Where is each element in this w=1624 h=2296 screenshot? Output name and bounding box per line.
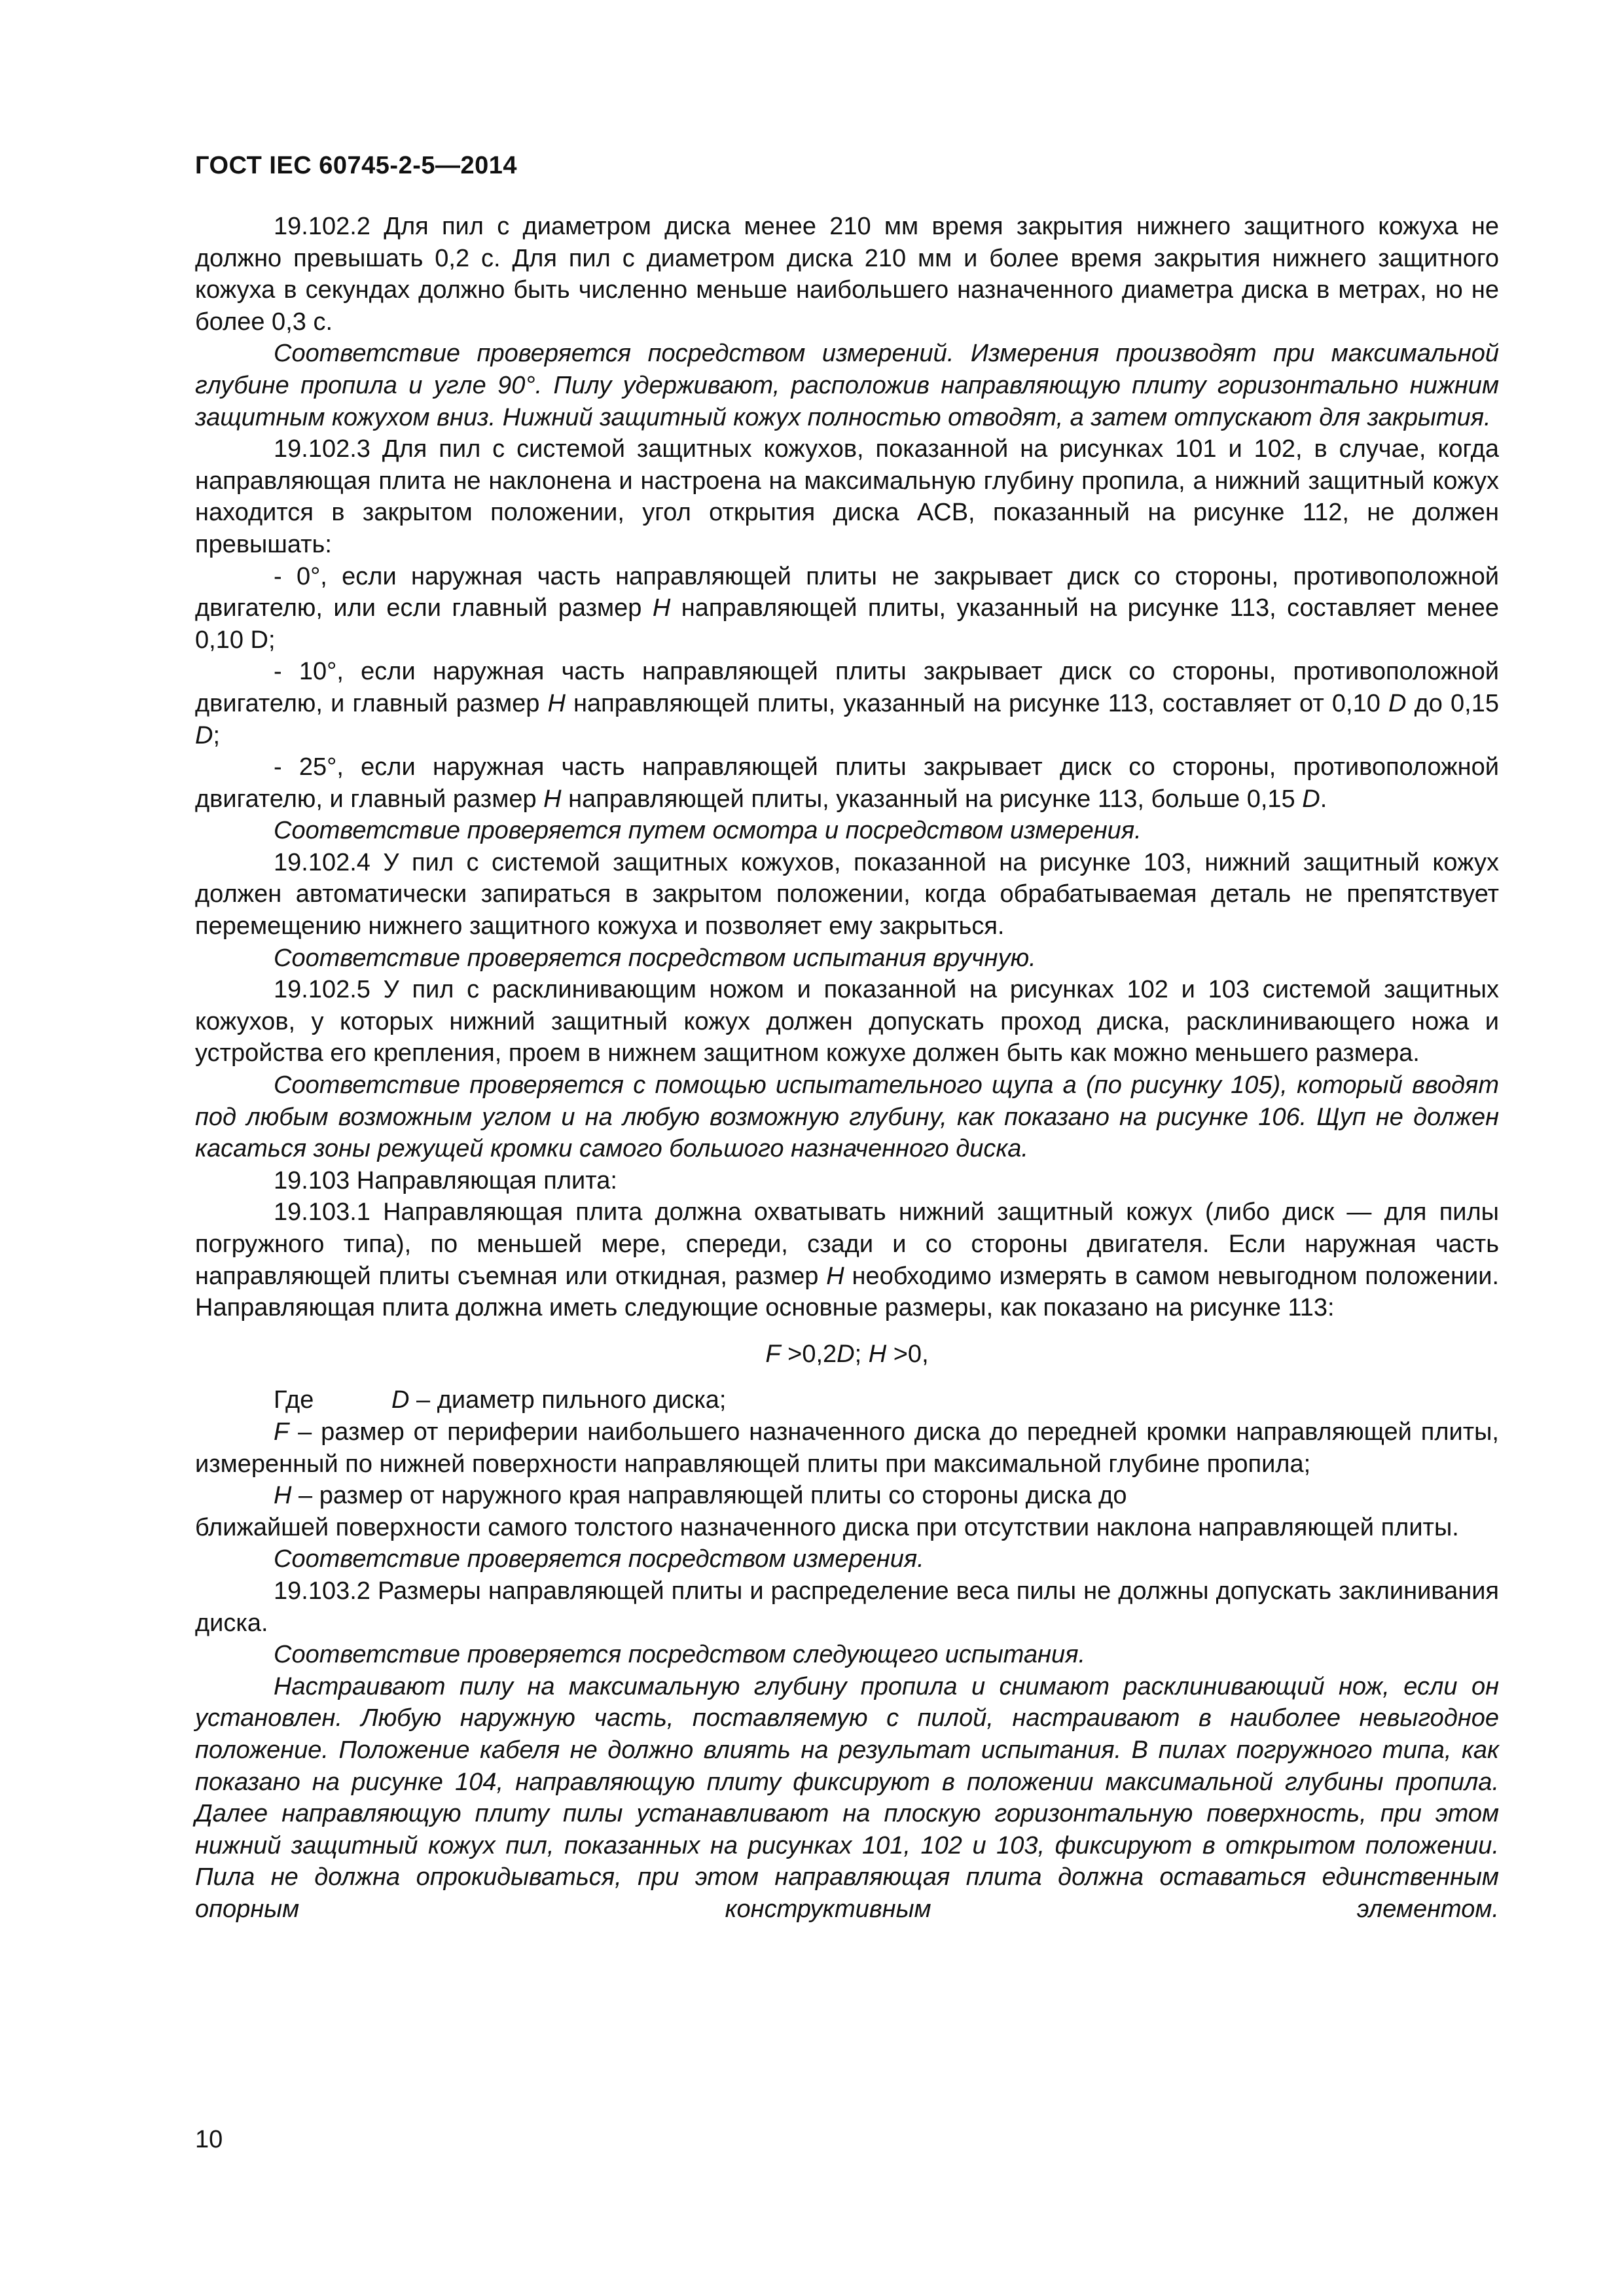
list-item: - 0°, если наружная часть направляющей плиты не закрывает диск со стороны, противоположной двигателю, или если главный размер H направляющей плиты, указанный на рисунке 113, составляет менее 0,10 D; <box>195 562 1499 654</box>
compliance-paragraph: Соответствие проверяется посредством измерения. <box>274 1545 924 1573</box>
list-item: - 10°, если наружная часть направляющей плиты закрывает диск со стороны, противоположной двигателю, и главный размер H направляющей плиты, указанный на рисунке 113, составляет от 0,10 D до 0,15 D; <box>195 658 1499 749</box>
page-number: 10 <box>195 2126 223 2153</box>
definition-f: F – размер от периферии наибольшего назначенного диска до передней кромки направляющей плиты, измеренный по нижней поверхности направляющей плиты при максимальной глубине пропила; <box>195 1418 1499 1478</box>
definition-d: Где D – диаметр пильного диска; <box>274 1386 727 1414</box>
definition-h: H – размер от наружного края направляющей плиты со стороны диска до <box>274 1482 1127 1510</box>
test-procedure-paragraph: Настраивают пилу на максимальную глубину пропила и снимают расклинивающий нож, если он установлен. Любую наружную часть, поставляемую с пилой, настраивают в наиболее невыгодное положение. Положение кабеля не должно влиять на результат испытания. В пилах погружного типа, как показано на рисунке 104, направляющую плиту фиксируют в положении максимальной глубины пропила. Далее направляющую плиту пилы устанавливают на плоскую горизонтальную поверхность, при этом нижний защитный кожух пил, показанных на рисунках 101, 102 и 103, фиксируют в открытом положении. Пила не должна опрокидываться, при этом направляющая плита должна оставаться единственным опорным конструктивным элементом. <box>195 1672 1499 1923</box>
definition-h-continued: ближайшей поверхности самого толстого назначенного диска при отсутствии наклона направляющей плиты. <box>195 1513 1459 1541</box>
paragraph-19-102-2: 19.102.2 Для пил с диаметром диска менее 210 мм время закрытия нижнего защитного кожуха не должно превышать 0,2 с. Для пил с диаметром диска 210 мм и более время закрытия нижнего защитного кожуха в секундах должно быть численно меньше наибольшего назначенного диаметра диска в метрах, но не более 0,3 с. <box>195 213 1499 336</box>
paragraph-19-103-2: 19.103.2 Размеры направляющей плиты и распределение веса пилы не должны допускать заклинивания диска. <box>195 1577 1499 1637</box>
compliance-paragraph: Соответствие проверяется посредством измерений. Измерения производят при максимальной глубине пропила и угле 90°. Пилу удерживают, расположив направляющую плиту горизонтально нижним защитным кожухом вниз. Нижний защитный кожух полностью отводят, а затем отпускают для закрытия. <box>195 340 1499 431</box>
formula: F >0,2D; H >0, <box>765 1340 929 1368</box>
compliance-paragraph: Соответствие проверяется посредством следующего испытания. <box>274 1641 1086 1669</box>
paragraph-19-102-5: 19.102.5 У пил с расклинивающим ножом и показанной на рисунках 102 и 103 системой защитных кожухов, у которых нижний защитный кожух должен допускать проход диска, расклинивающего ножа и устройства его крепления, проем в нижнем защитном кожухе должен быть как можно меньшего размера. <box>195 976 1499 1067</box>
paragraph-19-103: 19.103 Направляющая плита: <box>274 1166 617 1194</box>
paragraph-19-103-1: 19.103.1 Направляющая плита должна охватывать нижний защитный кожух (либо диск — для пилы погружного типа), по меньшей мере, спереди, сзади и со стороны двигателя. Если наружная часть направляющей плиты съемная или откидная, размер H необходимо измерять в самом невыгодном положении. Направляющая плита должна иметь следующие основные размеры, как показано на рисунке 113: <box>195 1198 1499 1322</box>
compliance-paragraph: Соответствие проверяется посредством испытания вручную. <box>274 944 1036 972</box>
paragraph-19-102-4: 19.102.4 У пил с системой защитных кожухов, показанной на рисунке 103, нижний защитный кожух должен автоматически запираться в закрытом положении, когда обрабатываемая деталь не препятствует перемещению нижнего защитного кожуха и позволяет ему закрыться. <box>195 848 1499 941</box>
compliance-paragraph: Соответствие проверяется с помощью испытательного щупа a (по рисунку 105), который вводят под любым возможным углом и на любую возможную глубину, как показано на рисунке 106. Щуп не должен касаться зоны режущей кромки самого большого назначенного диска. <box>195 1071 1499 1163</box>
paragraph-19-102-3: 19.102.3 Для пил с системой защитных кожухов, показанной на рисунках 101 и 102, в случае, когда направляющая плита не наклонена и настроена на максимальную глубину пропила, а нижний защитный кожух находится в закрытом положении, угол открытия диска ACB, показанный на рисунке 112, не должен превышать: <box>195 435 1499 558</box>
document-header: ГОСТ IEC 60745-2-5—2014 <box>195 152 518 179</box>
compliance-paragraph: Соответствие проверяется путем осмотра и посредством измерения. <box>274 817 1142 845</box>
document-body <box>195 211 1499 1925</box>
list-item: - 25°, если наружная часть направляющей плиты закрывает диск со стороны, противоположной двигателю, и главный размер H направляющей плиты, указанный на рисунке 113, больше 0,15 D. <box>195 753 1499 813</box>
